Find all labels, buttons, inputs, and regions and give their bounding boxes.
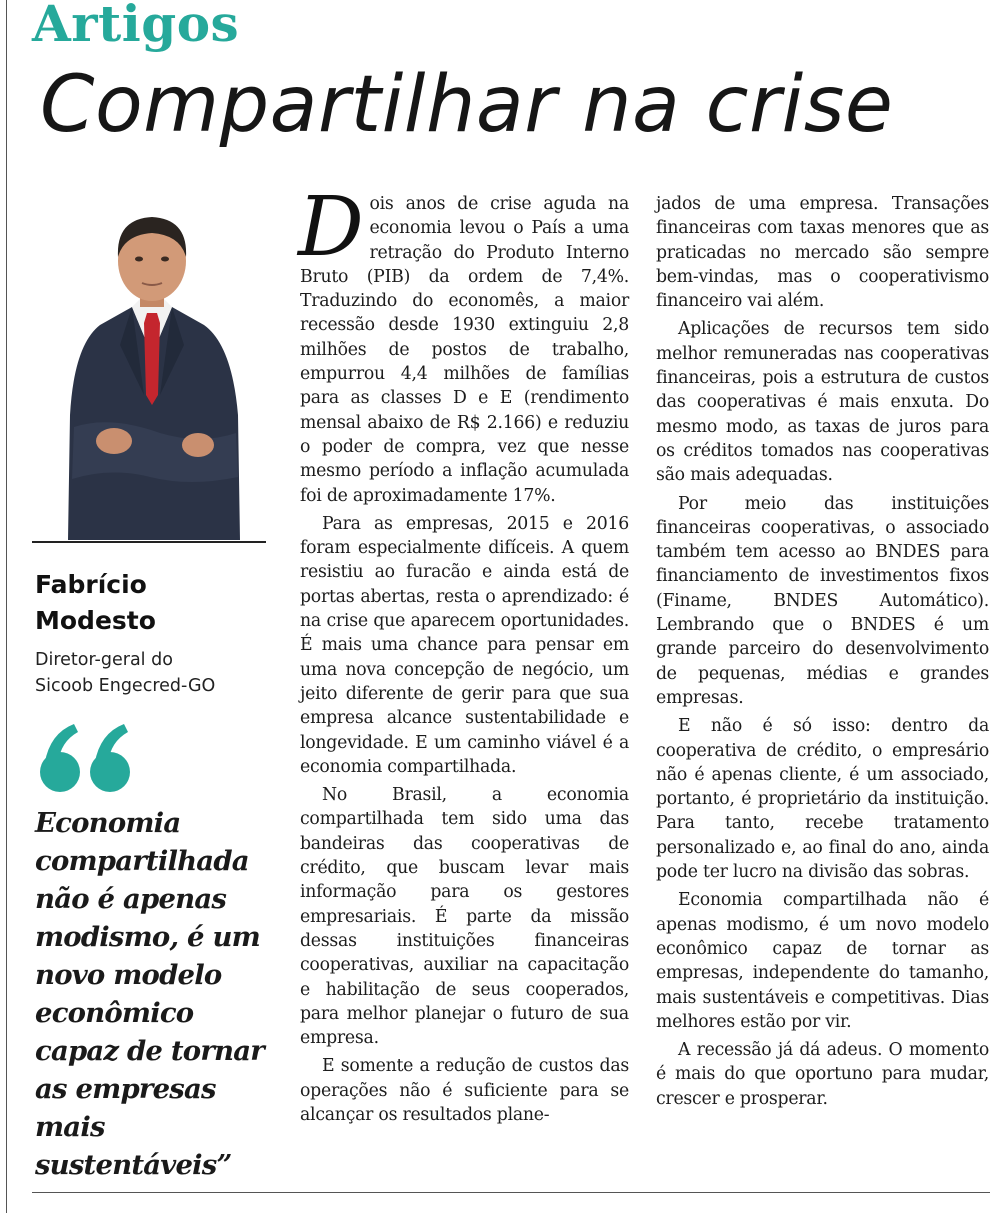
drop-cap: D [298,180,364,275]
pull-quote: Economia compartilhada não é apenas modismo, é um novo modelo econômico capaz de tornar as empresas mais sustentáveis” [35,807,264,1181]
headline: Compartilhar na crise [40,60,894,150]
section-label: Artigos [32,0,240,53]
article-paragraph [298,180,629,508]
author-name [35,567,156,639]
author-name-line1: Fabrício [35,570,147,599]
author-role [35,647,215,699]
bottom-rule [32,1192,990,1193]
article-paragraph: E não é só isso: dentro da cooperativa de crédito, o empresário não é apenas cliente, é um associado, portanto, é proprietário da instituição. Para tanto, recebe tratamento personalizado e, ao final do ano, ainda pode ter lucro na divisão das sobras. [656,716,989,883]
article-paragraph: Para as empresas, 2015 e 2016 foram especialmente difíceis. A quem resistiu ao furacão e ainda está de portas abertas, resta o aprendizado: é na crise que aparecem oportunidades. É mais uma chance para pensar em uma nova concepção de negócio, um jeito diferente de gerir para que sua empresa alcance sustentabilidade e longevidade. E um caminho viável é a economia compartilhada. [300,513,629,777]
article-paragraph: A recessão já dá adeus. O momento é mais do que oportuno para mudar, crescer e prosperar. [656,1040,989,1109]
left-margin-rule [6,0,7,1213]
article-paragraph: jados de uma empresa. Transações financeiras com taxas menores que as praticadas no mercado são sempre bem-vindas, mas o cooperativismo financeiro vai além. [656,194,989,312]
article-column-2 [656,192,989,1115]
photo-divider [32,541,266,543]
author-name-line2: Modesto [35,606,156,635]
article-paragraph: No Brasil, a economia compartilhada tem sido uma das bandeiras das cooperativas de crédito, que buscam levar mais informação para os gestores empresariais. É parte da missão dessas instituições financeiras cooperativas, auxiliar na capacitação e habilitação de seus cooperados, para melhor planejar o futuro de sua empresa. [300,785,629,1049]
article-paragraph-text: ois anos de crise aguda na economia levou o País a uma retração do Produto Interno Bruto (PIB) da ordem de 7,4%. Traduzindo do economês, a maior recessão desde 1930 extinguiu 2,8 milhões de postos de trabalho, empurrou 4,4 milhões de famílias para as classes D e E (rendimento mensal abaixo de R$ 2.166) e reduziu o poder de compra, vez que nesse mesmo período a inflação acumulada foi de aproximadamente 17%. [300,194,629,506]
author-role-line1: Diretor-geral do [35,650,173,670]
article-paragraph: Economia compartilhada não é apenas modismo, é um novo modelo econômico capaz de tornar as empresas, independente do tamanho, mais sustentáveis e competitivas. Dias melhores estão por vir. [656,890,989,1032]
author-role-line2: Sicoob Engecred-GO [35,676,216,696]
author-photo [40,195,264,540]
article-column-1 [298,180,629,1131]
article-paragraph: Aplicações de recursos tem sido melhor remuneradas nas cooperativas financeiras, pois a estrutura de custos das cooperativas é mais enxuta. Do mesmo modo, as taxas de juros para os créditos tomados nas cooperativas são mais adequadas. [656,319,989,486]
quote-mark-icon [38,720,138,800]
article-paragraph: Por meio das instituições financeiras cooperativas, o associado também tem acesso ao BNDES para financiamento de investimentos fixos (Finame, BNDES Automático). Lembrando que o BNDES é um grande parceiro do desenvolvimento de pequenas, médias e grandes empresas. [656,493,989,708]
article-paragraph: E somente a redução de custos das operações não é suficiente para se alcançar os resultados plane- [300,1056,629,1125]
